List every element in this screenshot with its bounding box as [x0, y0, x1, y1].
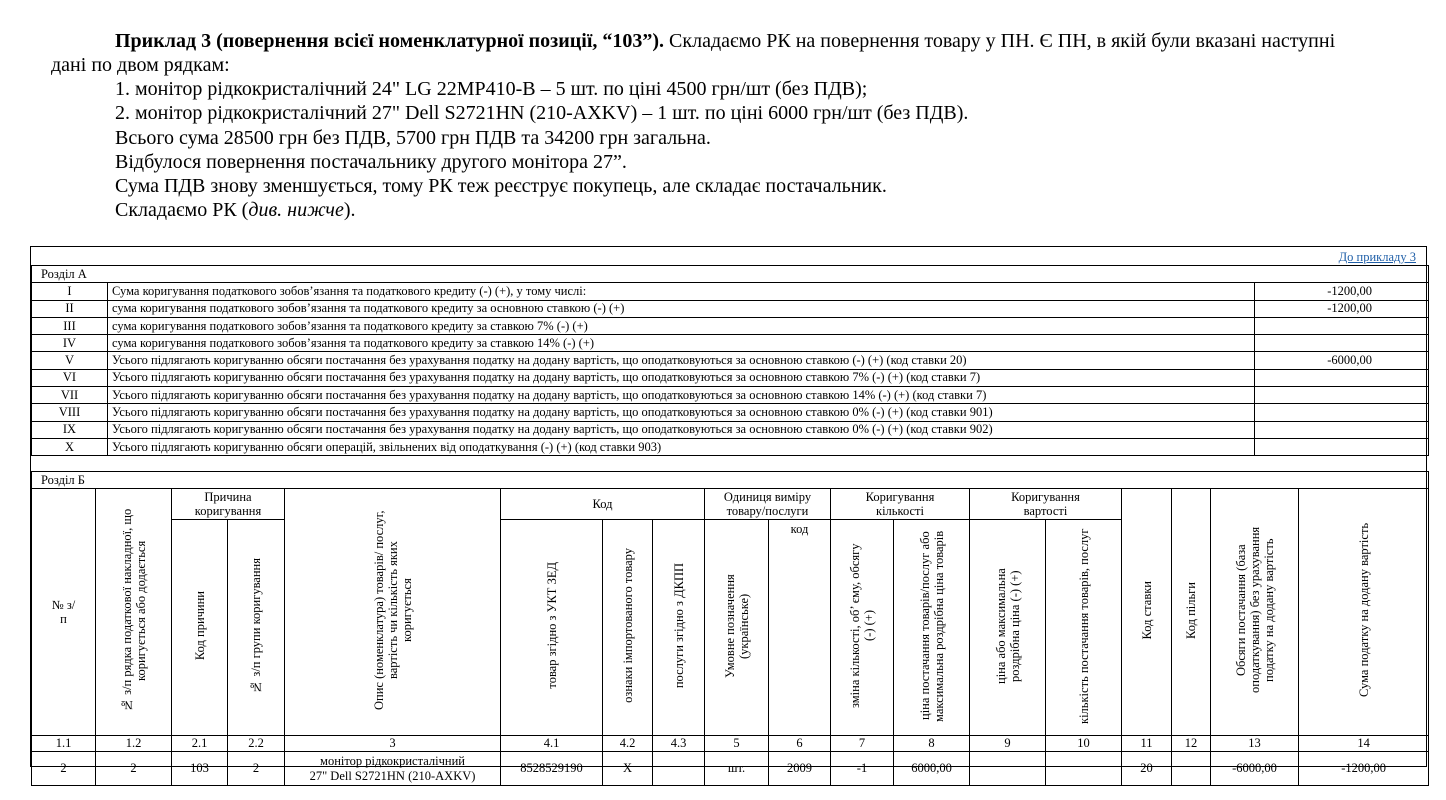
cell-description: [285, 752, 501, 786]
header-dkpp: [653, 520, 705, 736]
cell-reason-code: 103: [172, 752, 228, 786]
header-rate-code-label: Код ставки: [1139, 581, 1154, 640]
col-number: 4.1: [501, 736, 603, 752]
header-benefit-code: [1172, 489, 1211, 736]
header-nzp-label: № з/п: [51, 597, 76, 626]
section-a-row: [32, 335, 1429, 352]
row-a-amount: [1255, 335, 1429, 352]
header-uktzed-label: товар згідно з УКТ ЗЕД: [544, 562, 559, 690]
header-val-price-label: ціна або максимальна роздрібна ціна (-) (+): [993, 567, 1022, 684]
table-row: [32, 752, 1429, 786]
section-a-row: [32, 300, 1429, 317]
col-number: 2.2: [228, 736, 285, 752]
header-val-price: [970, 520, 1046, 736]
header-unit: [705, 489, 831, 520]
header-benefit-code-label: Код пільги: [1184, 581, 1198, 639]
cell-unit-code: 2009: [769, 752, 831, 786]
intro-vat-note: Сума ПДВ знову зменшується, тому РК теж реєструє покупець, але складає постачальник.: [115, 175, 887, 197]
col-number: 12: [1172, 736, 1211, 752]
header-base-label: Обсяги постачання (база оподаткування) без урахування податку на додану вартість: [1233, 527, 1276, 694]
header-unit-name-label: Умовне позначення (українське): [722, 573, 751, 678]
column-number-row: [32, 736, 1429, 752]
row-a-text: сума коригування податкового зобов’язання та податкового кредиту за ставкою 7% (-) (+): [108, 317, 1255, 334]
row-a-num: VII: [32, 387, 108, 404]
header-group-no: [228, 520, 285, 736]
section-a-row: [32, 352, 1429, 369]
row-a-num: V: [32, 352, 108, 369]
row-a-text: Усього підлягають коригуванню обсяги постачання без урахування податку на додану вартість, що оподатковуються за основною ставкою 0% (-) (+) (код ставки 901): [108, 404, 1255, 421]
intro-returned: Відбулося повернення постачальнику другого монітора 27”.: [115, 151, 627, 173]
header-description: [285, 489, 501, 736]
row-a-num: X: [32, 438, 108, 455]
section-a-title: Розділ А: [32, 266, 1429, 283]
col-number: 7: [831, 736, 894, 752]
cell-rate-code: 20: [1122, 752, 1172, 786]
col-number: 4.2: [603, 736, 653, 752]
description-line-2: 27" Dell S2721HN (210-AXKV): [309, 768, 476, 783]
header-uktzed: [501, 520, 603, 736]
header-reason: [172, 489, 285, 520]
row-a-num: IV: [32, 335, 108, 352]
cell-1-2: 2: [96, 752, 172, 786]
row-a-amount: [1255, 404, 1429, 421]
header-import-label: ознаки імпортованого товару: [620, 548, 635, 704]
header-group-no-label: № з/п групи коригування: [249, 557, 263, 694]
header-unit-label: Одиниця виміру товару/послуги: [723, 489, 812, 518]
row-a-text: Усього підлягають коригуванню обсяги постачання без урахування податку на додану вартість, що оподатковуються за основною ставкою 0% (-) (+) (код ставки 902): [108, 421, 1255, 438]
compose-post: ).: [343, 199, 356, 221]
row-a-text: сума коригування податкового зобов’язання та податкового кредиту за ставкою 14% (-) (+): [108, 335, 1255, 352]
row-a-amount: -6000,00: [1255, 352, 1429, 369]
compose-pre: Складаємо РК (: [115, 199, 249, 221]
cell-qty-price: 6000,00: [894, 752, 970, 786]
compose-italic: див. нижче: [248, 199, 344, 221]
header-vat: [1299, 489, 1429, 736]
row-a-text: Усього підлягають коригуванню обсяги постачання без урахування податку на додану вартість, що оподатковуються за основною ставкою 14% (-) (+) (код ставки 7): [108, 387, 1255, 404]
col-number: 6: [769, 736, 831, 752]
col-number: 4.3: [653, 736, 705, 752]
header-qty-corr: [831, 489, 970, 520]
col-number: 1.1: [32, 736, 96, 752]
row-a-amount: [1255, 369, 1429, 386]
header-nzp: [32, 489, 96, 736]
description-line-1: монітор рідкокристалічний: [320, 754, 465, 768]
cell-unit-name: шт.: [705, 752, 769, 786]
cell-uktzed: 8528529190: [501, 752, 603, 786]
col-number: 5: [705, 736, 769, 752]
intro-item-2: 2. монітор рідкокристалічний 27" Dell S2721HN (210-AXKV) – 1 шт. по ціні 6000 грн/шт (без ПДВ).: [115, 102, 969, 124]
row-a-num: VI: [32, 369, 108, 386]
section-a-row: [32, 387, 1429, 404]
row-a-text: Сума коригування податкового зобов’язання та податкового кредиту (-) (+), у тому числі:: [108, 283, 1255, 300]
col-number: 9: [970, 736, 1046, 752]
row-a-text: Усього підлягають коригуванню обсяги операцій, звільнених від оподаткування (-) (+) (код ставки 903): [108, 438, 1255, 455]
intro-lead: Приклад 3 (повернення всієї номенклатурної позиції, “103”).: [115, 30, 665, 52]
row-a-text: Усього підлягають коригуванню обсяги постачання без урахування податку на додану вартість, що оподатковуються за основною ставкою 7% (-) (+) (код ставки 7): [108, 369, 1255, 386]
col-number: 14: [1299, 736, 1429, 752]
intro-line-2: дані по двом рядкам:: [51, 54, 230, 76]
col-number: 3: [285, 736, 501, 752]
correction-form: [30, 246, 1427, 783]
row-a-amount: -1200,00: [1255, 300, 1429, 317]
row-a-num: VIII: [32, 404, 108, 421]
row-a-num: I: [32, 283, 108, 300]
col-number: 8: [894, 736, 970, 752]
header-base: [1211, 489, 1299, 736]
header-qty-change-label: зміна кількості, об’ єму, обсягу (-) (+): [848, 543, 876, 709]
cell-base: -6000,00: [1211, 752, 1299, 786]
section-b-table: [31, 471, 1429, 786]
section-a-row: [32, 404, 1429, 421]
header-kod: Код: [501, 489, 705, 520]
cell-dkpp: [653, 752, 705, 786]
header-val-qty-label: кількість постачання товарів, послуг: [1076, 527, 1091, 724]
header-reason-code-label: Код причини: [192, 591, 207, 661]
row-a-amount: [1255, 438, 1429, 455]
row-a-amount: [1255, 421, 1429, 438]
row-a-text: Усього підлягають коригуванню обсяги постачання без урахування податку на додану вартість, що оподатковуються за основною ставкою (-) (+) (код ставки 20): [108, 352, 1255, 369]
header-import: [603, 520, 653, 736]
section-a-row: [32, 317, 1429, 334]
header-unit-code: код: [769, 520, 831, 736]
section-a-row: [32, 421, 1429, 438]
header-val-qty: [1046, 520, 1122, 736]
header-row-ref: [96, 489, 172, 736]
header-val-corr-label: Коригування вартості: [1011, 489, 1080, 518]
cell-qty-change: -1: [831, 752, 894, 786]
header-unit-name: [705, 520, 769, 736]
cell-vat: -1200,00: [1299, 752, 1429, 786]
cell-1-1: 2: [32, 752, 96, 786]
col-number: 10: [1046, 736, 1122, 752]
cell-val-qty: [1046, 752, 1122, 786]
header-dkpp-label: послуги згідно з ДКПП: [671, 563, 686, 689]
section-a-row: [32, 438, 1429, 455]
intro-item-1: 1. монітор рідкокристалічний 24" LG 22MP410-B – 5 шт. по ціні 4500 грн/шт (без ПДВ);: [115, 78, 868, 100]
header-val-corr: [970, 489, 1122, 520]
section-a-table: [31, 265, 1429, 456]
row-a-text: сума коригування податкового зобов’язання та податкового кредиту за основною ставкою (-) (+): [108, 300, 1255, 317]
row-a-num: IX: [32, 421, 108, 438]
header-qty-corr-label: Коригування кількості: [865, 489, 935, 518]
example-link[interactable]: До прикладу 3: [1338, 250, 1416, 264]
cell-import: Х: [603, 752, 653, 786]
col-number: 13: [1211, 736, 1299, 752]
intro-total: Всього сума 28500 грн без ПДВ, 5700 грн ПДВ та 34200 грн загальна.: [115, 127, 711, 149]
intro-line-1: [115, 29, 1335, 53]
col-number: 1.2: [96, 736, 172, 752]
col-number: 11: [1122, 736, 1172, 752]
header-row-ref-label: № з/п рядка податкової накладної, що коригується або додається: [119, 508, 148, 712]
intro-lead-rest: Складаємо РК на повернення товару у ПН. Є ПН, в якій були вказані наступні: [664, 30, 1336, 52]
header-qty-price-label: ціна постачання товарів/послуг або максимальна роздрібна ціна товарів: [917, 530, 946, 722]
header-rate-code: [1122, 489, 1172, 736]
row-a-num: III: [32, 317, 108, 334]
header-reason-code: [172, 520, 228, 736]
row-a-num: II: [32, 300, 108, 317]
section-a-row: [32, 369, 1429, 386]
cell-benefit-code: [1172, 752, 1211, 786]
section-b-title: Розділ Б: [32, 472, 1429, 489]
header-description-label: Опис (номенклатура) товарів/ послуг, вартість чи кількість яких коригується: [371, 510, 414, 710]
header-reason-label: Причина коригування: [194, 489, 262, 518]
section-a-row: [32, 283, 1429, 300]
header-qty-change: [831, 520, 894, 736]
col-number: 2.1: [172, 736, 228, 752]
cell-group-no: 2: [228, 752, 285, 786]
header-qty-price: [894, 520, 970, 736]
row-a-amount: [1255, 387, 1429, 404]
row-a-amount: -1200,00: [1255, 283, 1429, 300]
row-a-amount: [1255, 317, 1429, 334]
cell-val-price: [970, 752, 1046, 786]
header-vat-label: Сума податку на додану вартість: [1356, 523, 1371, 698]
intro-compose: [115, 198, 356, 222]
